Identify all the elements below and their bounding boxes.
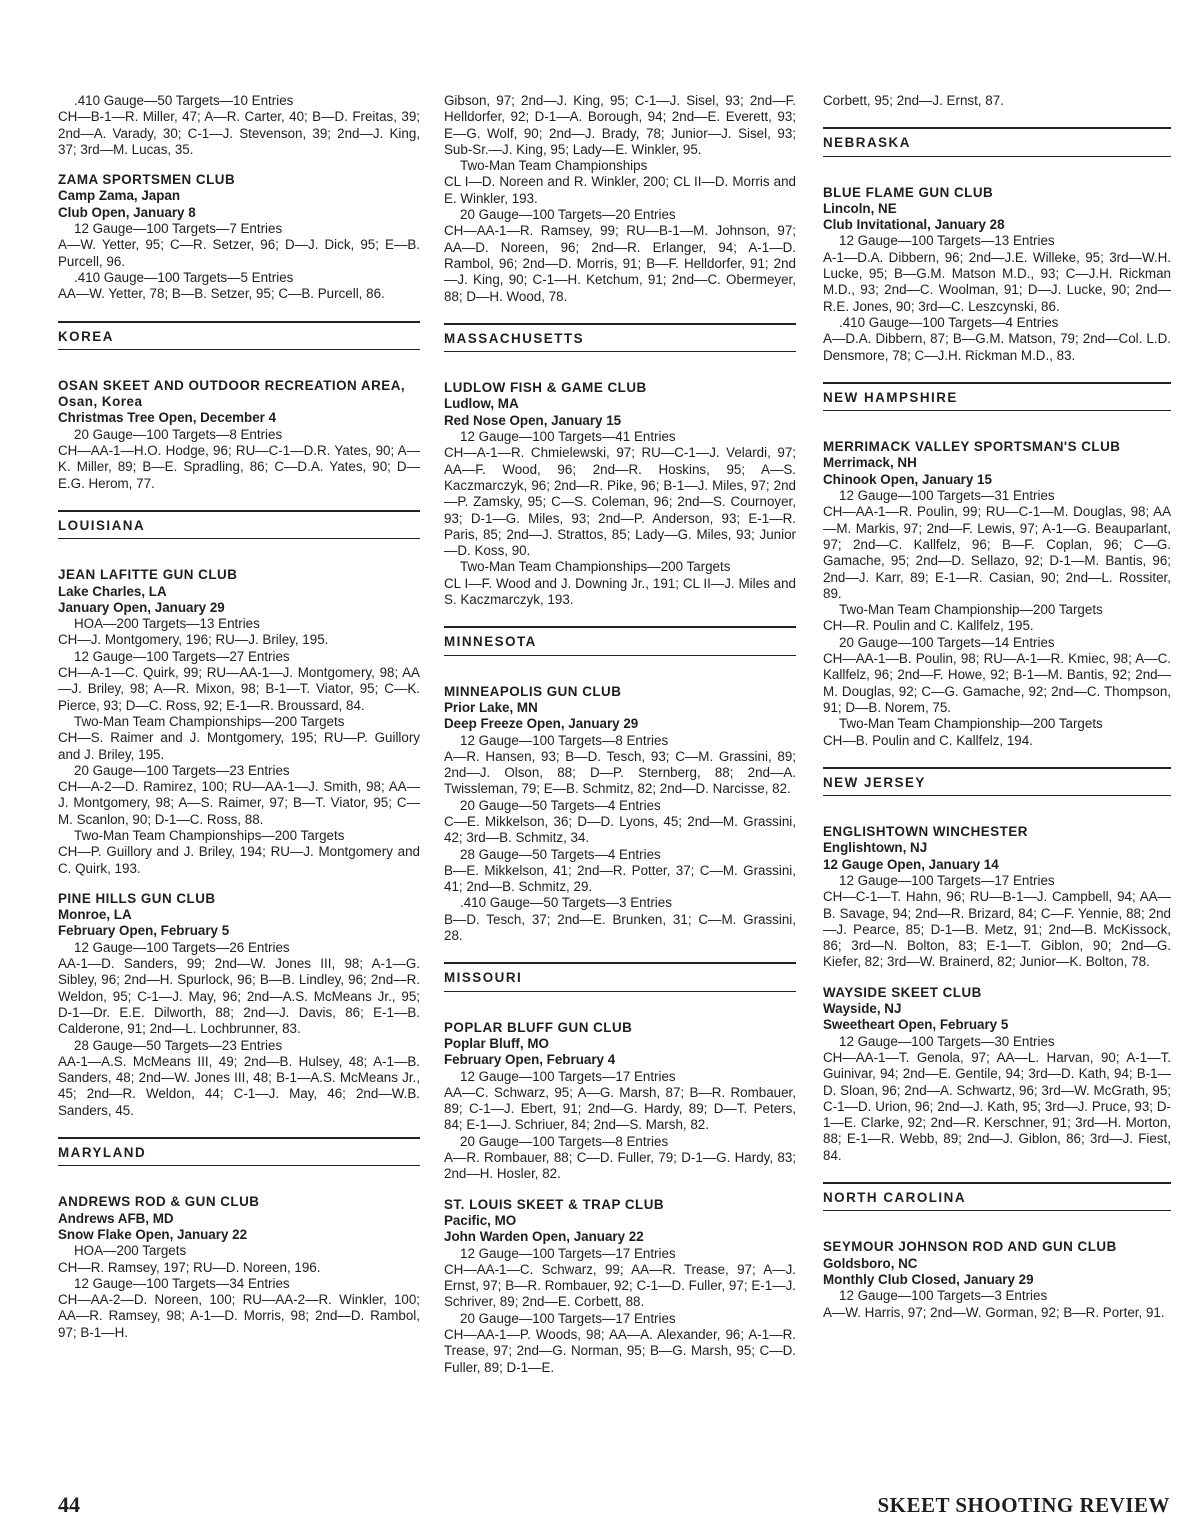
class-heading: 12 Gauge—100 Targets—17 Entries bbox=[839, 872, 1055, 888]
event-title: John Warden Open, January 22 bbox=[444, 1229, 644, 1245]
column-2 bbox=[444, 93, 796, 1376]
event-title: Club Open, January 8 bbox=[58, 204, 196, 220]
club-name: PINE HILLS GUN CLUB bbox=[58, 890, 216, 906]
results-text: A—R. Hansen, 93; B—D. Tesch, 93; C—M. Grassini, 89; 2nd—J. Olson, 88; D—P. Sternberg, 88; 2nd—A. Twissleman, 79; E—B. Schmitz, 82; 2nd—D. Narcisse, 82. bbox=[444, 748, 796, 797]
event-title: Snow Flake Open, January 22 bbox=[58, 1226, 248, 1242]
club-location: Merrimack, NH bbox=[823, 455, 917, 471]
class-heading: 12 Gauge—100 Targets—3 Entries bbox=[839, 1288, 1048, 1304]
results-text: CH—A-2—D. Ramirez, 100; RU—AA-1—J. Smith, 98; AA—J. Montgomery, 98; A—S. Raimer, 97; B—T. Viator, 95; C—M. Scanlon, 90; D-1—C. Ross, 88. bbox=[58, 779, 420, 827]
class-heading: 20 Gauge—100 Targets—17 Entries bbox=[460, 1310, 676, 1326]
club-location: Pacific, MO bbox=[444, 1212, 517, 1228]
class-heading: 20 Gauge—100 Targets—23 Entries bbox=[74, 762, 290, 778]
club-location: Englishtown, NJ bbox=[823, 840, 928, 856]
class-heading: 12 Gauge—100 Targets—41 Entries bbox=[460, 429, 676, 445]
event-title: January Open, January 29 bbox=[58, 599, 225, 615]
results-text: CH—B. Poulin and C. Kallfelz, 194. bbox=[823, 732, 1033, 748]
class-heading: .410 Gauge—50 Targets—3 Entries bbox=[460, 895, 672, 911]
results-text: A—D.A. Dibbern, 87; B—G.M. Matson, 79; 2nd—Col. L.D. Densmore, 78; C—J.H. Rickman M.D., 83. bbox=[823, 331, 1171, 363]
results-text: CH—S. Raimer and J. Montgomery, 195; RU—P. Guillory and J. Briley, 195. bbox=[58, 730, 420, 762]
section-heading-new-jersey: NEW JERSEY bbox=[823, 767, 1171, 796]
results-text: CH—AA-1—B. Poulin, 98; RU—A-1—R. Kmiec, 98; A—C. Kallfelz, 96; 2nd—F. Howe, 92; B-1—M. Bantis, 92; 2nd—M. Douglas, 92; C—G. Gamache, 92; 2nd—C. Thompson, 91; D—B. Norem, 75. bbox=[823, 651, 1171, 715]
club-location: Monroe, LA bbox=[58, 907, 132, 923]
club-name: WAYSIDE SKEET CLUB bbox=[823, 984, 982, 1000]
class-heading: 12 Gauge—100 Targets—17 Entries bbox=[460, 1245, 676, 1261]
results-text: A—W. Harris, 97; 2nd—W. Gorman, 92; B—R. Porter, 91. bbox=[823, 1304, 1165, 1320]
club-name: ENGLISHTOWN WINCHESTER bbox=[823, 824, 1028, 840]
club-location: Lincoln, NE bbox=[823, 200, 897, 216]
event-title: Sweetheart Open, February 5 bbox=[823, 1017, 1009, 1033]
results-text: B—E. Mikkelson, 41; 2nd—R. Potter, 37; C—M. Grassini, 41; 2nd—B. Schmitz, 29. bbox=[444, 862, 796, 895]
club-name: ST. LOUIS SKEET & TRAP CLUB bbox=[444, 1196, 665, 1212]
column-1 bbox=[58, 93, 420, 1341]
event-title: 12 Gauge Open, January 14 bbox=[823, 856, 999, 872]
results-text: CH—R. Poulin and C. Kallfelz, 195. bbox=[823, 618, 1034, 634]
event-title: Monthly Club Closed, January 29 bbox=[823, 1271, 1034, 1287]
club-location: Poplar Bluff, MO bbox=[444, 1035, 549, 1051]
results-text: CL I—D. Noreen and R. Winkler, 200; CL II—D. Morris and E. Winkler, 193. bbox=[444, 174, 796, 206]
class-heading: Two-Man Team Championships—200 Targets bbox=[460, 559, 731, 575]
class-heading: 12 Gauge—100 Targets—26 Entries bbox=[74, 939, 290, 955]
results-text: CH—A-1—R. Chmielewski, 97; RU—C-1—J. Velardi, 97; AA—F. Wood, 96; 2nd—R. Hoskins, 95; A—S. Kaczmarczyk, 96; 2nd—R. Pike, 96; B-1—J. Miles, 97; 2nd—P. Zamsky, 95; C—S. Coleman, 96; 2nd—S. Cournoyer, 93; D-1—G. Miles, 93; 2nd—P. Anderson, 93; E-1—R. Paris, 85; 2nd—J. Strattos, 85; Lady—G. Miles, 93; Junior—D. Koss, 90. bbox=[444, 445, 796, 559]
club-name: MERRIMACK VALLEY SPORTSMAN'S CLUB bbox=[823, 439, 1121, 455]
club-name: JEAN LAFITTE GUN CLUB bbox=[58, 567, 238, 583]
club-location: Prior Lake, MN bbox=[444, 699, 538, 715]
results-text: CH—C-1—T. Hahn, 96; RU—B-1—J. Campbell, 94; AA—B. Savage, 94; 2nd—R. Brizard, 84; C—F. Yennie, 88; 2nd—J. Pearce, 85; D-1—B. Metz, 91; 2nd—B. McKissock, 86; 3rd—N. Bolton, 83; E-1—T. Giblon, 90; 2nd—G. Kiefer, 82; 3rd—W. Brainerd, 82; Junior—K. Bolton, 78. bbox=[823, 889, 1171, 970]
event-title: February Open, February 5 bbox=[58, 923, 230, 939]
class-heading: 12 Gauge—100 Targets—17 Entries bbox=[460, 1068, 676, 1084]
club-location: Andrews AFB, MD bbox=[58, 1210, 174, 1226]
class-heading: 12 Gauge—100 Targets—27 Entries bbox=[74, 648, 290, 664]
results-text: CH—AA-1—R. Ramsey, 99; RU—B-1—M. Johnson, 97; AA—D. Noreen, 96; 2nd—R. Erlanger, 94; A-1—D. Rambol, 96; 2nd—D. Morris, 91; B—F. Helldorfer, 91; 2nd—J. King, 90; C-1—H. Ketchum, 91; 2nd—C. Obermeyer, 88; D—H. Wood, 78. bbox=[444, 223, 796, 304]
results-text: CH—AA-1—P. Woods, 98; AA—A. Alexander, 96; A-1—R. Trease, 97; 2nd—G. Norman, 95; B—G. Marsh, 95; C—D. Fuller, 89; D-1—E. bbox=[444, 1327, 796, 1375]
results-text: B—D. Tesch, 37; 2nd—E. Brunken, 31; C—M. Grassini, 28. bbox=[444, 911, 796, 944]
class-heading: HOA—200 Targets bbox=[74, 1243, 187, 1259]
section-heading-missouri: MISSOURI bbox=[444, 962, 796, 991]
results-text: Corbett, 95; 2nd—J. Ernst, 87. bbox=[823, 93, 1004, 108]
results-text: CH—R. Ramsey, 197; RU—D. Noreen, 196. bbox=[58, 1259, 321, 1275]
results-text: CH—AA-1—R. Poulin, 99; RU—C-1—M. Douglas, 98; AA—M. Markis, 97; 2nd—F. Lewis, 97; A-1—G. Beauparlant, 97; 2nd—C. Kallfelz, 96; B—F. Coplan, 96; C—G. Gamache, 95; 2nd—D. Sellazo, 92; D-1—M. Bantis, 96; 2nd—J. Karr, 89; E-1—R. Casian, 90; 2nd—L. Rossiter, 89. bbox=[823, 504, 1171, 601]
class-heading: 20 Gauge—100 Targets—8 Entries bbox=[460, 1133, 669, 1149]
class-heading: 12 Gauge—100 Targets—13 Entries bbox=[839, 233, 1055, 249]
class-heading: Two-Man Team Championship—200 Targets bbox=[839, 602, 1103, 618]
club-location: Ludlow, MA bbox=[444, 396, 519, 412]
event-title: Red Nose Open, January 15 bbox=[444, 412, 622, 428]
column-3 bbox=[823, 93, 1171, 1321]
results-text: AA-1—A.S. McMeans III, 49; 2nd—B. Hulsey, 48; A-1—B. Sanders, 48; 2nd—W. Jones III, 48; B-1—A.S. McMeans Jr., 45; 2nd—R. Weldon, 44; C-1—J. May, 46; 2nd—W.B. Sanders, 45. bbox=[58, 1053, 420, 1118]
class-heading: 20 Gauge—100 Targets—8 Entries bbox=[74, 426, 283, 442]
club-name: POPLAR BLUFF GUN CLUB bbox=[444, 1019, 633, 1035]
results-text: CH—B-1—R. Miller, 47; A—R. Carter, 40; B—D. Freitas, 39; 2nd—A. Varady, 30; C-1—J. Stevenson, 39; 2nd—J. King, 37; 3rd—M. Lucas, 35. bbox=[58, 109, 420, 157]
results-text: Gibson, 97; 2nd—J. King, 95; C-1—J. Sisel, 93; 2nd—F. Helldorfer, 92; D-1—A. Borough, 94; 2nd—E. Everett, 93; E—G. Wolf, 90; 2nd—J. Brady, 78; Junior—J. Sisel, 93; Sub-Sr.—J. King, 95; Lady—E. Winkler, 95. bbox=[444, 93, 796, 157]
section-heading-massachusetts: MASSACHUSETTS bbox=[444, 323, 796, 352]
class-heading: 28 Gauge—50 Targets—4 Entries bbox=[460, 846, 661, 862]
results-text: A—W. Yetter, 95; C—R. Setzer, 96; D—J. Dick, 95; E—B. Purcell, 96. bbox=[58, 237, 420, 269]
results-text: AA—C. Schwarz, 95; A—G. Marsh, 87; B—R. Rombauer, 89; C-1—J. Ebert, 91; 2nd—G. Hardy, 89; D—T. Peters, 84; E-1—J. Schriuer, 84; 2nd—S. Marsh, 82. bbox=[444, 1084, 796, 1133]
class-heading: Two-Man Team Championship—200 Targets bbox=[839, 716, 1103, 732]
class-heading: 12 Gauge—100 Targets—8 Entries bbox=[460, 732, 669, 748]
class-heading: 12 Gauge—100 Targets—34 Entries bbox=[74, 1275, 290, 1291]
results-text: CL I—F. Wood and J. Downing Jr., 191; CL II—J. Miles and S. Kaczmarczyk, 193. bbox=[444, 575, 796, 608]
results-text: C—E. Mikkelson, 36; D—D. Lyons, 45; 2nd—M. Grassini, 42; 3rd—B. Schmitz, 34. bbox=[444, 813, 796, 846]
class-heading: Two-Man Team Championships—200 Targets bbox=[74, 827, 345, 843]
club-location: Lake Charles, LA bbox=[58, 583, 167, 599]
club-name: OSAN SKEET AND OUTDOOR RECREATION AREA, Osan, Korea bbox=[58, 377, 406, 410]
section-heading-nebraska: NEBRASKA bbox=[823, 127, 1171, 156]
class-heading: 20 Gauge—100 Targets—14 Entries bbox=[839, 634, 1055, 650]
event-title: Club Invitational, January 28 bbox=[823, 217, 1005, 233]
results-text: A—R. Rombauer, 88; C—D. Fuller, 79; D-1—G. Hardy, 83; 2nd—H. Hosler, 82. bbox=[444, 1150, 796, 1182]
club-name: SEYMOUR JOHNSON ROD AND GUN CLUB bbox=[823, 1239, 1117, 1255]
club-name: BLUE FLAME GUN CLUB bbox=[823, 184, 994, 200]
class-heading: HOA—200 Targets—13 Entries bbox=[74, 616, 260, 632]
club-location: Camp Zama, Japan bbox=[58, 188, 181, 204]
class-heading: Two-Man Team Championships—200 Targets bbox=[74, 713, 345, 729]
class-heading: 12 Gauge—100 Targets—31 Entries bbox=[839, 488, 1055, 504]
class-heading: .410 Gauge—100 Targets—5 Entries bbox=[74, 269, 294, 285]
results-text: CH—AA-1—T. Genola, 97; AA—L. Harvan, 90; A-1—T. Guinivar, 94; 2nd—E. Gentile, 94; 3rd—D. Kath, 94; B-1—D. Sloan, 96; 2nd—A. Schwartz, 96; 3rd—W. McGrath, 95; C-1—D. Urion, 96; 2nd—J. Kath, 95; 3rd—J. Pruce, 93; D-1—E. Clarke, 92; 2nd—R. Kerschner, 91; 3rd—H. Morton, 88; E-1—R. Webb, 89; 2nd—J. Giblon, 86; 3rd—J. Fiest, 84. bbox=[823, 1049, 1171, 1163]
event-title: Deep Freeze Open, January 29 bbox=[444, 716, 639, 732]
section-heading-north-carolina: NORTH CAROLINA bbox=[823, 1182, 1171, 1211]
results-text: CH—J. Montgomery, 196; RU—J. Briley, 195. bbox=[58, 632, 329, 648]
section-heading-new-hampshire: NEW HAMPSHIRE bbox=[823, 382, 1171, 411]
results-text: CH—AA-2—D. Noreen, 100; RU—AA-2—R. Winkler, 100; AA—R. Ramsey, 98; A-1—D. Morris, 98; 2nd—D. Rambol, 97; B-1—H. bbox=[58, 1292, 420, 1340]
section-heading-korea: KOREA bbox=[58, 321, 420, 350]
event-title: Christmas Tree Open, December 4 bbox=[58, 410, 277, 426]
club-location: Wayside, NJ bbox=[823, 1001, 902, 1017]
results-text: AA—W. Yetter, 78; B—B. Setzer, 95; C—B. Purcell, 86. bbox=[58, 286, 385, 302]
club-name: MINNEAPOLIS GUN CLUB bbox=[444, 683, 622, 699]
page-number: 44 bbox=[58, 1492, 80, 1517]
class-heading: .410 Gauge—50 Targets—10 Entries bbox=[74, 93, 294, 108]
section-heading-louisiana: LOUISIANA bbox=[58, 510, 420, 539]
class-heading: 20 Gauge—100 Targets—20 Entries bbox=[460, 207, 676, 223]
club-location: Goldsboro, NC bbox=[823, 1255, 918, 1271]
class-heading: 12 Gauge—100 Targets—7 Entries bbox=[74, 221, 283, 237]
class-heading: 20 Gauge—50 Targets—4 Entries bbox=[460, 797, 661, 813]
event-title: February Open, February 4 bbox=[444, 1052, 616, 1068]
event-title: Chinook Open, January 15 bbox=[823, 471, 992, 487]
results-text: A-1—D.A. Dibbern, 96; 2nd—J.E. Willeke, 95; 3rd—W.H. Lucke, 95; B—G.M. Matson M.D., 93; C—J.H. Rickman M.D., 93; 2nd—C. Woolman, 91; D—J. Lucke, 90; 2nd—R.E. Jones, 90; 3rd—C. Leszcynski, 86. bbox=[823, 249, 1171, 314]
club-name: ANDREWS ROD & GUN CLUB bbox=[58, 1194, 260, 1210]
section-heading-maryland: MARYLAND bbox=[58, 1137, 420, 1166]
section-heading-minnesota: MINNESOTA bbox=[444, 626, 796, 655]
class-heading: Two-Man Team Championships bbox=[460, 158, 648, 174]
results-text: CH—AA-1—C. Schwarz, 99; AA—R. Trease, 97; A—J. Ernst, 97; B—R. Rombauer, 92; C-1—D. Fuller, 97; E-1—J. Schriver, 89; 2nd—E. Corbett, 88. bbox=[444, 1261, 796, 1310]
results-text: CH—AA-1—H.O. Hodge, 96; RU—C-1—D.R. Yates, 90; A—K. Miller, 89; B—E. Spradling, 86; C—D.A. Yates, 90; D—E.G. Herom, 77. bbox=[58, 443, 420, 491]
class-heading: 12 Gauge—100 Targets—30 Entries bbox=[839, 1033, 1055, 1049]
publication-title: SKEET SHOOTING REVIEW bbox=[877, 1493, 1170, 1517]
results-text: CH—P. Guillory and J. Briley, 194; RU—J. Montgomery and C. Quirk, 193. bbox=[58, 844, 420, 876]
club-name: LUDLOW FISH & GAME CLUB bbox=[444, 380, 647, 396]
class-heading: .410 Gauge—100 Targets—4 Entries bbox=[839, 314, 1059, 330]
class-heading: 28 Gauge—50 Targets—23 Entries bbox=[74, 1037, 283, 1053]
club-name: ZAMA SPORTSMEN CLUB bbox=[58, 172, 236, 188]
results-text: CH—A-1—C. Quirk, 99; RU—AA-1—J. Montgomery, 98; AA—J. Briley, 98; A—R. Mixon, 98; B-1—T. Viator, 95; C—K. Pierce, 93; D—C. Ross, 92; E-1—R. Broussard, 84. bbox=[58, 665, 420, 713]
results-text: AA-1—D. Sanders, 99; 2nd—W. Jones III, 98; A-1—G. Sibley, 96; 2nd—H. Spurlock, 96; B—B. Lindley, 96; 2nd—R. Weldon, 95; C-1—J. May, 96; 2nd—A.S. McMeans Jr., 95; D-1—Dr. E.E. Dilworth, 88; 2nd—J. Davis, 86; E-1—B. Calderone, 91; 2nd—L. Lochbrunner, 83. bbox=[58, 956, 420, 1037]
